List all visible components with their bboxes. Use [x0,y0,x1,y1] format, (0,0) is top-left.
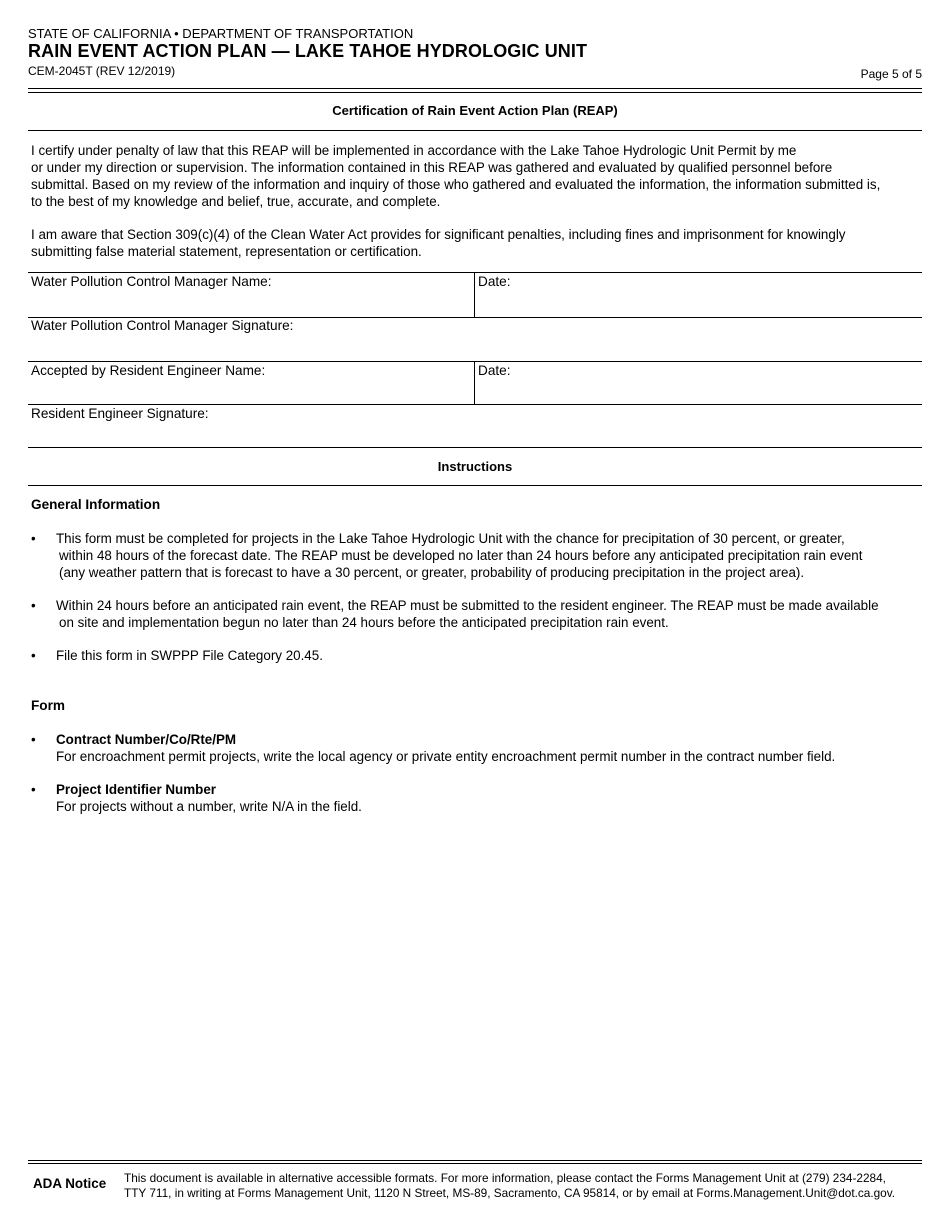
ada-line: TTY 711, in writing at Forms Management Unit, 1120 N Street, MS-89, Sacramento, CA 95814, or by email at Forms.Management.Unit@dot.ca.gov. [124,1186,896,1200]
instructions-title-rule [28,485,922,486]
field-rule [28,447,922,448]
date-input-2[interactable] [480,381,920,403]
bullet-line: within 48 hours of the forecast date. The REAP must be developed no later than 24 hours before any anticipated precipitation rain event [59,548,863,563]
form-item-text: For projects without a number, write N/A in the field. [56,799,362,814]
field-rule [28,361,922,362]
bullet-icon: • [31,531,36,546]
ada-notice-label: ADA Notice [33,1176,107,1191]
ada-notice-text [124,1171,924,1201]
field-rule [28,272,922,273]
form-item-text: For encroachment permit projects, write the local agency or private entity encroachment permit number in the contract number field. [56,749,836,764]
date-input-1[interactable] [480,292,920,314]
cert-p1-line: or under my direction or supervision. The information contained in this REAP was gathered and evaluated by qualified personnel before [31,160,833,175]
footer-rule [28,1160,922,1161]
form-heading: Form [31,698,65,713]
wpcm-signature-field[interactable] [28,336,922,360]
cert-p1-line: I certify under penalty of law that this REAP will be implemented in accordance with the Lake Tahoe Hydrologic Unit Permit by me [31,143,797,158]
wpcm-name-input[interactable] [31,292,473,314]
certification-paragraph-1 [31,142,921,210]
form-item-title: Project Identifier Number [56,782,216,797]
header-divider [28,88,922,93]
certification-title-rule [28,130,922,131]
bullet-line: File this form in SWPPP File Category 20.45. [56,648,323,663]
footer-rule [28,1163,922,1164]
list-item [31,597,921,632]
re-signature-field[interactable] [28,424,922,446]
instructions-title: Instructions [437,459,513,474]
field-divider [474,272,475,317]
field-rule [28,404,922,405]
certification-title: Certification of Rain Event Action Plan (REAP) [332,103,618,118]
list-item [31,781,921,816]
wpcm-signature-label: Water Pollution Control Manager Signature: [31,318,294,333]
page-number: Page 5 of 5 [860,67,922,81]
bullet-icon: • [31,782,36,797]
agency-line: STATE OF CALIFORNIA • DEPARTMENT OF TRANSPORTATION [28,26,414,41]
cert-p1-line: submittal. Based on my review of the information and inquiry of those who gathered and evaluated the information, the information submitted is, [31,177,881,192]
bullet-icon: • [31,648,36,663]
bullet-line: on site and implementation begun no later than 24 hours before the anticipated precipitation rain event. [59,615,669,630]
ada-line: This document is available in alternative accessible formats. For more information, please contact the Forms Management Unit at (279) 234-2284, [124,1171,886,1185]
bullet-line: Within 24 hours before an anticipated rain event, the REAP must be submitted to the resident engineer. The REAP must be made available [56,598,879,613]
re-name-label: Accepted by Resident Engineer Name: [31,363,266,378]
re-signature-label: Resident Engineer Signature: [31,406,209,421]
list-item [31,731,921,766]
bullet-icon: • [31,598,36,613]
date-label-1: Date: [478,274,511,289]
cert-p2-line: I am aware that Section 309(c)(4) of the Clean Water Act provides for significant penalties, including fines and imprisonment for knowingly [31,227,846,242]
cert-p2-line: submitting false material statement, representation or certification. [31,244,422,259]
re-name-input[interactable] [31,381,473,403]
wpcm-name-label: Water Pollution Control Manager Name: [31,274,272,289]
bullet-line: (any weather pattern that is forecast to have a 30 percent, or greater, probability of producing precipitation in the project area). [59,565,805,580]
general-information-heading: General Information [31,497,161,512]
field-divider [474,361,475,405]
form-title: RAIN EVENT ACTION PLAN — LAKE TAHOE HYDROLOGIC UNIT [28,41,588,61]
list-item [31,530,921,582]
cert-p1-line: to the best of my knowledge and belief, true, accurate, and complete. [31,194,441,209]
bullet-line: This form must be completed for projects in the Lake Tahoe Hydrologic Unit with the chance for precipitation of 30 percent, or greater, [56,531,845,546]
bullet-icon: • [31,732,36,747]
date-label-2: Date: [478,363,511,378]
certification-paragraph-2 [31,226,921,260]
form-number: CEM-2045T (REV 12/2019) [28,64,176,78]
list-item [31,647,921,665]
form-item-title: Contract Number/Co/Rte/PM [56,732,237,747]
